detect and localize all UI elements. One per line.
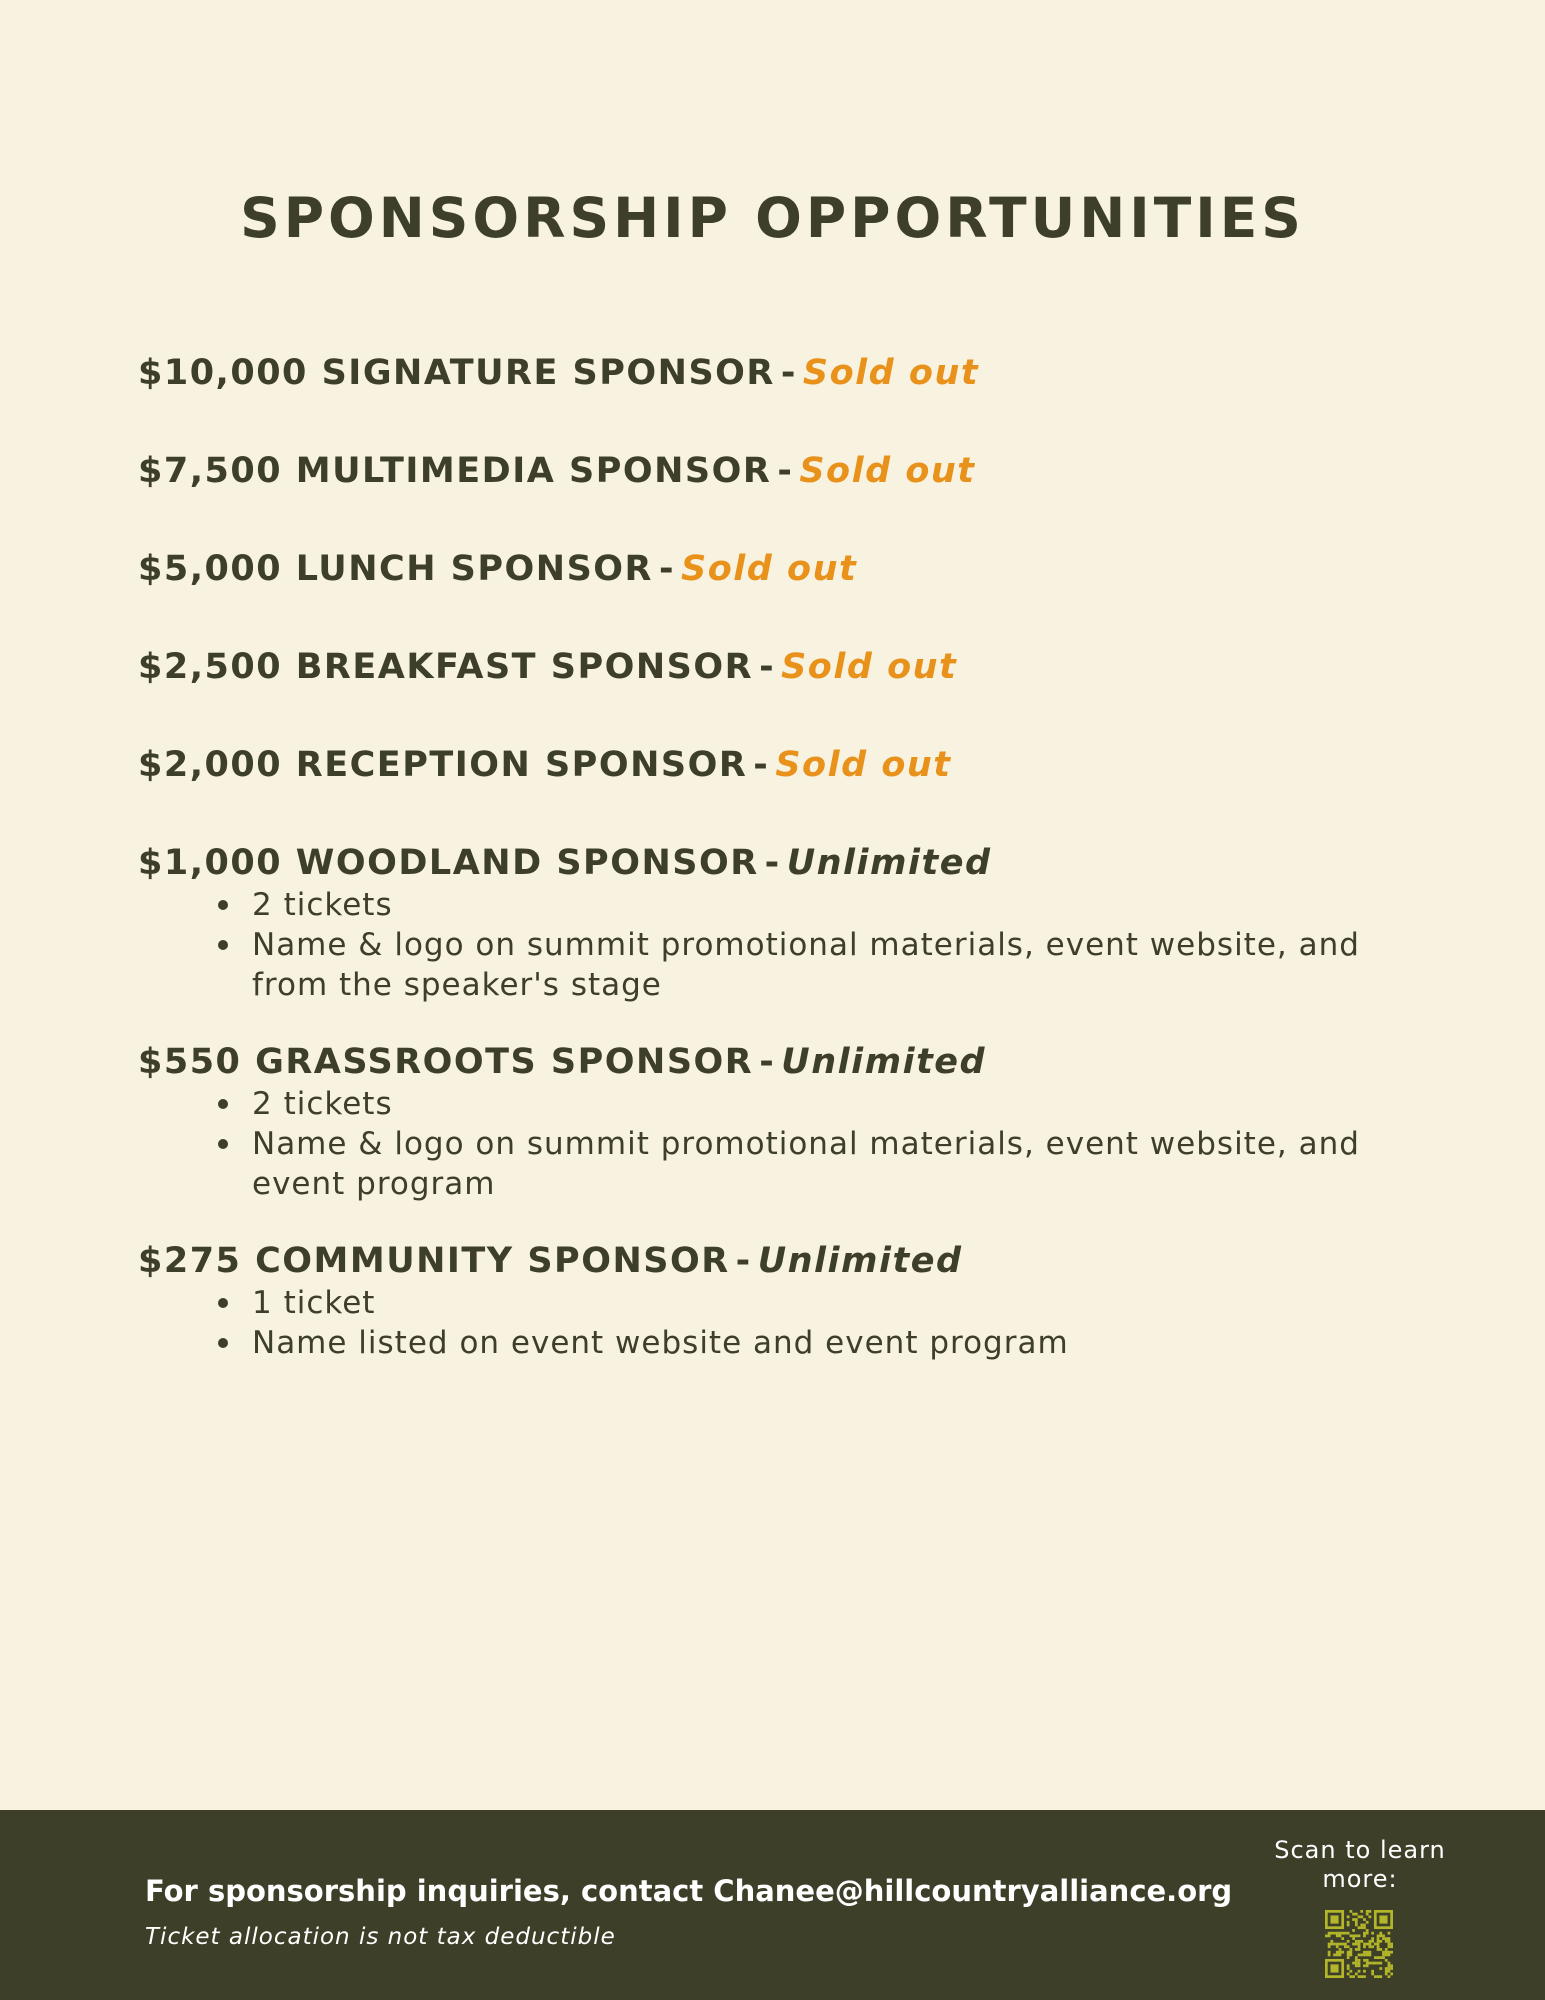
sponsor-tier [138,548,1438,591]
tier-separator: - [659,549,676,589]
tier-status: Unlimited [757,1241,963,1281]
sponsor-tier [138,352,1438,395]
tier-name: $550 GRASSROOTS SPONSOR [138,1042,754,1082]
scan-label: Scan to learn more: [1274,1836,1446,1893]
tier-separator: - [777,451,794,491]
bullet-icon [218,900,228,910]
sponsor-tier [138,450,1438,493]
benefit-item [252,1323,1438,1363]
tier-heading [138,646,1438,689]
tier-name: $2,500 BREAKFAST SPONSOR [138,647,754,687]
contact-text: For sponsorship inquiries, contact Chanee@hillcountryalliance.org [145,1874,1233,1908]
tier-separator: - [780,353,797,393]
tier-separator: - [764,843,781,883]
tier-heading [138,1041,1438,1084]
benefit-text: 2 tickets [252,1086,393,1122]
footer [0,1810,1545,2000]
tier-status: Sold out [802,353,980,393]
tier-name: $10,000 SIGNATURE SPONSOR [138,353,775,393]
tier-heading [138,842,1438,885]
tier-heading [138,450,1438,493]
benefit-text: Name & logo on summit promotional materials, event website, and from the speaker's stage [252,927,1360,1003]
sponsor-tier [138,842,1438,1005]
tier-status: Unlimited [786,843,992,883]
sponsor-tier [138,646,1438,689]
tier-status: Sold out [799,451,976,491]
benefit-list [138,1084,1438,1204]
benefit-text: 1 ticket [252,1285,376,1321]
tier-name: $275 COMMUNITY SPONSOR [138,1241,730,1281]
tier-separator: - [753,745,770,785]
page-title: SPONSORSHIP OPPORTUNITIES [240,186,1305,250]
tier-separator: - [759,647,776,687]
tier-name: $5,000 LUNCH SPONSOR [138,549,653,589]
tier-status: Sold out [681,549,858,589]
tier-separator: - [735,1241,752,1281]
benefit-list [138,885,1438,1005]
tier-status: Unlimited [781,1042,987,1082]
benefit-item [252,1084,1438,1124]
tier-name: $7,500 MULTIMEDIA SPONSOR [138,451,772,491]
bullet-icon [218,1139,228,1149]
benefit-item [252,1124,1438,1204]
tier-status: Sold out [775,745,952,785]
benefit-text: Name listed on event website and event program [252,1325,1069,1361]
benefit-text: Name & logo on summit promotional materials, event website, and event program [252,1126,1360,1202]
sponsor-tier-list [138,352,1438,1399]
tier-heading [138,548,1438,591]
tier-heading [138,744,1438,787]
bullet-icon [218,1338,228,1348]
tier-name: $1,000 WOODLAND SPONSOR [138,843,759,883]
sponsor-tier [138,1041,1438,1204]
qr-code-icon[interactable] [1325,1910,1393,1978]
benefit-item [252,1283,1438,1323]
tier-status: Sold out [781,647,958,687]
bullet-icon [218,940,228,950]
bullet-icon [218,1298,228,1308]
sponsor-tier [138,1240,1438,1363]
tier-separator: - [759,1042,776,1082]
tier-name: $2,000 RECEPTION SPONSOR [138,745,748,785]
benefit-item [252,925,1438,1005]
benefit-list [138,1283,1438,1363]
benefit-item [252,885,1438,925]
sponsor-tier [138,744,1438,787]
tier-heading [138,352,1438,395]
tax-note: Ticket allocation is not tax deductible [145,1924,616,1950]
bullet-icon [218,1099,228,1109]
tier-heading [138,1240,1438,1283]
benefit-text: 2 tickets [252,887,393,923]
